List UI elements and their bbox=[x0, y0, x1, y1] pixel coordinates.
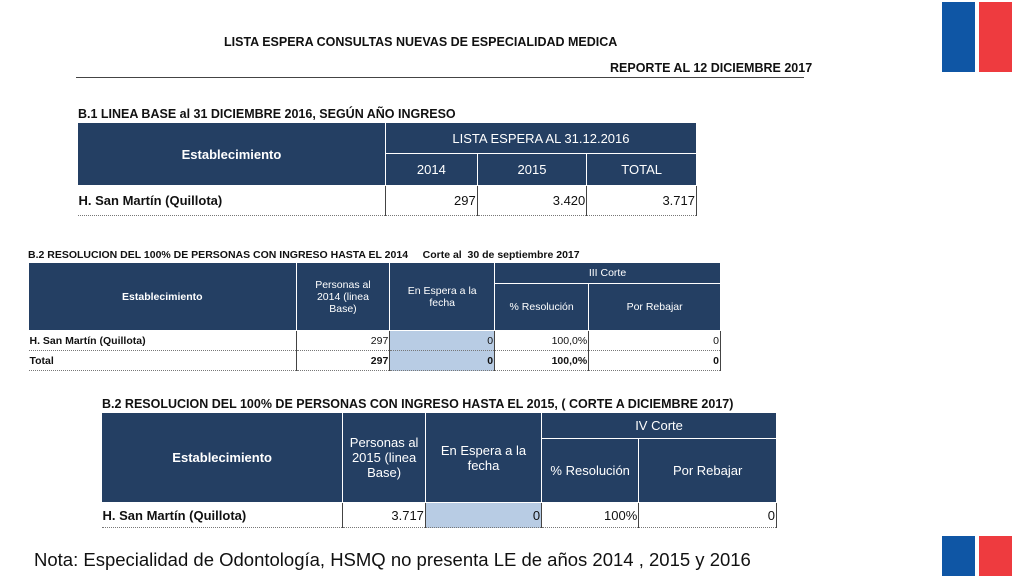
col-espera: En Espera a la fecha bbox=[425, 413, 541, 503]
col-2015: 2015 bbox=[477, 154, 587, 186]
flag-logo-top bbox=[942, 2, 1012, 72]
establecimiento-name: H. San Martín (Quillota) bbox=[29, 331, 297, 351]
col-personas: Personas al 2014 (linea Base) bbox=[296, 263, 390, 331]
col-establecimiento: Establecimiento bbox=[29, 263, 297, 331]
resolution-2014-table bbox=[28, 262, 721, 371]
table-row bbox=[29, 331, 721, 351]
report-date: REPORTE AL 12 DICIEMBRE 2017 bbox=[610, 61, 813, 75]
section3-title: B.2 RESOLUCION DEL 100% DE PERSONAS CON INGRESO HASTA EL 2015, ( CORTE A DICIEMBRE 2017) bbox=[102, 397, 734, 411]
rebajar-value: 0 bbox=[589, 331, 721, 351]
table-row bbox=[78, 186, 697, 216]
personas-value: 297 bbox=[296, 331, 390, 351]
baseline-table bbox=[77, 122, 697, 216]
header-divider bbox=[76, 77, 804, 78]
flag-logo-bottom bbox=[942, 536, 1012, 576]
col-establecimiento: Establecimiento bbox=[78, 123, 386, 186]
establecimiento-name: H. San Martín (Quillota) bbox=[78, 186, 386, 216]
total-row bbox=[29, 351, 721, 371]
col-espera: En Espera a la fecha bbox=[390, 263, 495, 331]
col-rebajar: Por Rebajar bbox=[589, 284, 721, 331]
rebajar-value: 0 bbox=[639, 503, 777, 528]
value-2015: 3.420 bbox=[477, 186, 587, 216]
col-total: TOTAL bbox=[587, 154, 697, 186]
col-resolucion: % Resolución bbox=[495, 284, 589, 331]
group-header: IV Corte bbox=[542, 413, 777, 439]
col-personas: Personas al 2015 (linea Base) bbox=[343, 413, 426, 503]
resolucion-value: 100% bbox=[542, 503, 639, 528]
establecimiento-name: H. San Martín (Quillota) bbox=[102, 503, 343, 528]
value-total: 3.717 bbox=[587, 186, 697, 216]
col-resolucion: % Resolución bbox=[542, 439, 639, 503]
personas-value: 3.717 bbox=[343, 503, 426, 528]
col-establecimiento: Establecimiento bbox=[102, 413, 343, 503]
espera-value: 0 bbox=[390, 331, 495, 351]
group-header: LISTA ESPERA AL 31.12.2016 bbox=[385, 123, 696, 154]
section2-title: B.2 RESOLUCION DEL 100% DE PERSONAS CON INGRESO HASTA EL 2014 Corte al 30 de septiembre 2017 bbox=[28, 249, 580, 261]
section1-title: B.1 LINEA BASE al 31 DICIEMBRE 2016, SEGÚN AÑO INGRESO bbox=[78, 107, 456, 121]
resolucion-total: 100,0% bbox=[495, 351, 589, 371]
resolution-2015-table bbox=[101, 412, 777, 528]
col-rebajar: Por Rebajar bbox=[639, 439, 777, 503]
rebajar-total: 0 bbox=[589, 351, 721, 371]
resolucion-value: 100,0% bbox=[495, 331, 589, 351]
espera-total: 0 bbox=[390, 351, 495, 371]
table-row bbox=[102, 503, 777, 528]
total-label: Total bbox=[29, 351, 297, 371]
group-header: III Corte bbox=[495, 263, 721, 284]
page-title: LISTA ESPERA CONSULTAS NUEVAS DE ESPECIALIDAD MEDICA bbox=[224, 35, 618, 49]
espera-value: 0 bbox=[425, 503, 541, 528]
footnote: Nota: Especialidad de Odontología, HSMQ no presenta LE de años 2014 , 2015 y 2016 bbox=[34, 549, 751, 570]
value-2014: 297 bbox=[385, 186, 477, 216]
col-2014: 2014 bbox=[385, 154, 477, 186]
personas-total: 297 bbox=[296, 351, 390, 371]
